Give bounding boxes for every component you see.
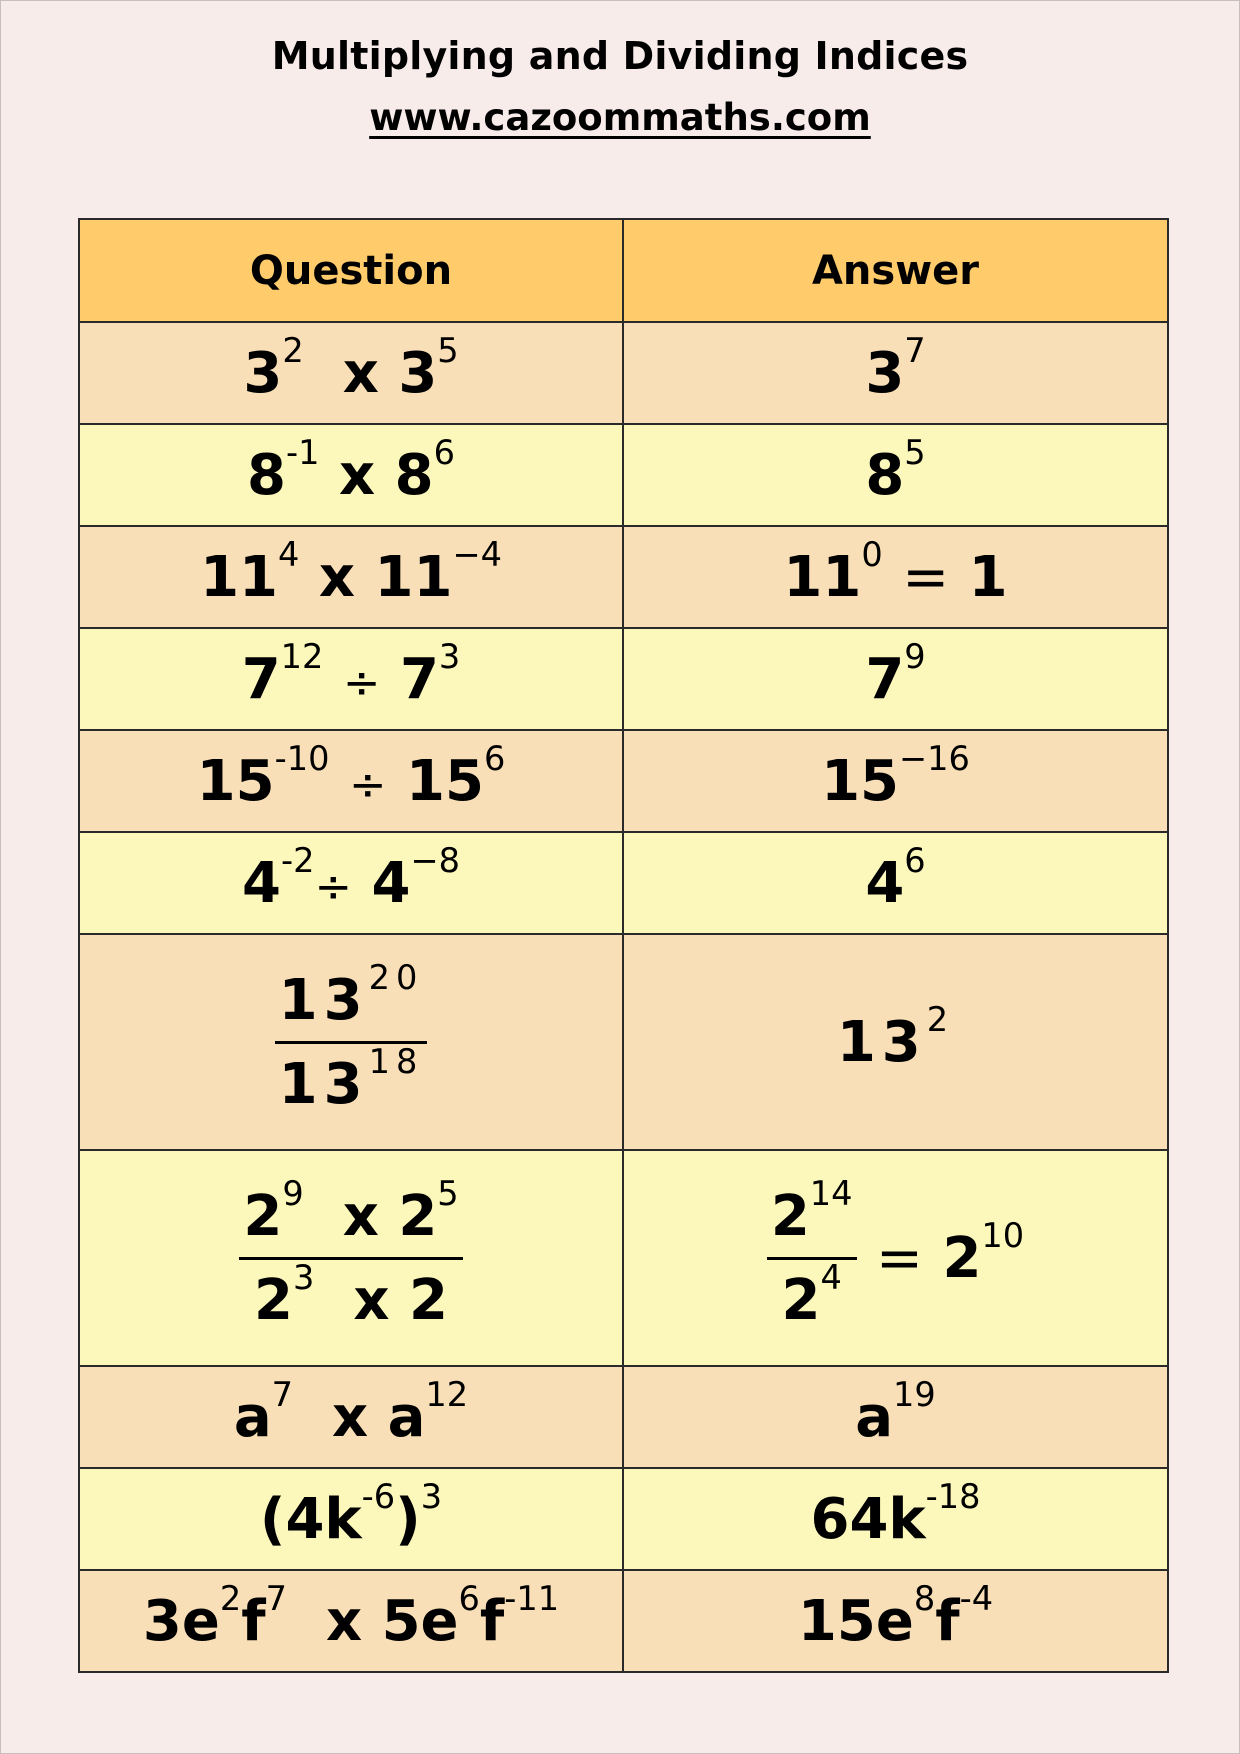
question-cell [79,934,623,1150]
answer-cell [623,1468,1168,1570]
operator: x [353,1267,390,1333]
term: 2 [781,1267,821,1333]
question-cell [79,1150,623,1366]
exponent: -18 [925,1476,981,1516]
exponent: 12 [425,1374,469,1414]
term: 64k [810,1486,926,1552]
exponent: 0 [861,534,883,574]
exponent: 5 [437,330,459,370]
question-cell [79,322,623,424]
exponent: -11 [504,1578,560,1618]
exponent: 10 [981,1215,1025,1255]
question-header: Question [79,219,623,322]
term: 8 [865,442,905,508]
operator: x [342,1183,379,1249]
operator: x [318,544,355,610]
exponent: 3 [293,1257,315,1297]
exponent: 4 [820,1257,842,1297]
term: 4 [371,850,411,916]
answer-cell [623,1366,1168,1468]
term: 2 [409,1267,448,1333]
term: 2 [254,1267,293,1333]
exponent: 14 [809,1173,853,1213]
exponent: 3 [420,1476,443,1516]
operator: x [325,1588,363,1654]
exponent: 6 [904,840,926,880]
exponent: 12 [280,636,324,676]
term: 3 [398,340,438,406]
table-row [79,628,1168,730]
answer-cell [623,1570,1168,1672]
question-cell [79,1468,623,1570]
table-row [79,526,1168,628]
question-cell [79,628,623,730]
exponent: -10 [274,738,330,778]
exponent: 3 [438,636,461,676]
fraction [767,1173,857,1333]
answer-cell [623,322,1168,424]
fraction [275,957,428,1117]
term: 7 [399,646,439,712]
term: a [855,1384,894,1450]
answer-cell [623,526,1168,628]
term: 13 [278,967,369,1033]
table-row [79,322,1168,424]
exponent: 6 [458,1578,480,1618]
question-cell [79,1570,623,1672]
question-cell [79,526,623,628]
term: a [233,1384,272,1450]
exponent: −16 [899,738,970,778]
header-row [79,219,1168,322]
fraction [239,1173,462,1333]
term: f [935,1588,960,1654]
term: 4 [865,850,905,916]
answer-cell [623,628,1168,730]
exponent: 18 [368,1041,424,1081]
exponent: 9 [282,1173,304,1213]
exponent: -2 [280,840,315,880]
answer-cell [623,1150,1168,1366]
term: 15e [797,1588,914,1654]
term: 15 [196,748,275,814]
question-cell [79,832,623,934]
term: ) [395,1486,421,1552]
table-row [79,934,1168,1150]
question-cell [79,1366,623,1468]
answer-cell [623,424,1168,526]
table-row [79,1468,1168,1570]
exponent: 19 [893,1374,936,1414]
exponent: 6 [483,738,506,778]
page-title: Multiplying and Dividing Indices [271,34,969,78]
table-row [79,1570,1168,1672]
answer-cell [623,934,1168,1150]
term: 13 [836,1009,927,1075]
exponent: 2 [926,999,955,1039]
term: 4 [242,850,281,916]
term: 3 [243,340,283,406]
term: 2 [770,1183,810,1249]
table-row [79,424,1168,526]
term: 8 [247,442,286,508]
exponent: 20 [368,957,424,997]
term: 7 [241,646,281,712]
operator: x [342,340,379,406]
exponent: 9 [904,636,926,676]
operator: ÷ [314,859,353,913]
website-text[interactable]: www.cazoommaths.com [369,96,871,139]
exponent: −8 [410,840,460,880]
term: 11 [200,544,278,610]
term: a [387,1384,426,1450]
exponent: 7 [271,1374,293,1414]
exponent: -4 [959,1578,994,1618]
term: 13 [278,1051,369,1117]
indices-table [78,218,1169,1673]
exponent: -6 [361,1476,396,1516]
website-link[interactable] [0,96,1240,139]
table-row [79,1366,1168,1468]
answer-cell [623,730,1168,832]
term: 11 [374,544,453,610]
exponent: 5 [904,432,926,472]
term: 2 [398,1183,438,1249]
answer-header: Answer [623,219,1168,322]
table-row [79,730,1168,832]
operator: ÷ [348,757,387,811]
term: 15 [821,748,900,814]
operator: x [332,1384,369,1450]
question-cell [79,424,623,526]
term: 2 [942,1225,982,1291]
answer-cell [623,832,1168,934]
exponent: −4 [452,534,502,574]
term: 2 [243,1183,283,1249]
exponent: 2 [219,1578,242,1618]
exponent: 7 [265,1578,287,1618]
operator: x [338,442,376,508]
operator: = [902,544,950,610]
term: f [479,1588,505,1654]
term: 1 [968,544,1008,610]
exponent: 5 [437,1173,459,1213]
exponent: 7 [904,330,926,370]
table-row [79,1150,1168,1366]
table-row [79,832,1168,934]
operator: ÷ [342,655,381,709]
term: (4k [259,1486,362,1552]
exponent: -1 [286,432,320,472]
term: 3 [865,340,905,406]
term: 3e [142,1588,220,1654]
exponent: 8 [913,1578,936,1618]
question-cell [79,730,623,832]
term: 15 [406,748,484,814]
term: 5e [381,1588,459,1654]
term: 8 [394,442,434,508]
term: 7 [865,646,905,712]
exponent: 2 [282,330,304,370]
exponent: 4 [278,534,300,574]
exponent: 6 [433,432,455,472]
term: 11 [783,544,862,610]
operator: = [876,1225,923,1291]
term: f [241,1588,266,1654]
